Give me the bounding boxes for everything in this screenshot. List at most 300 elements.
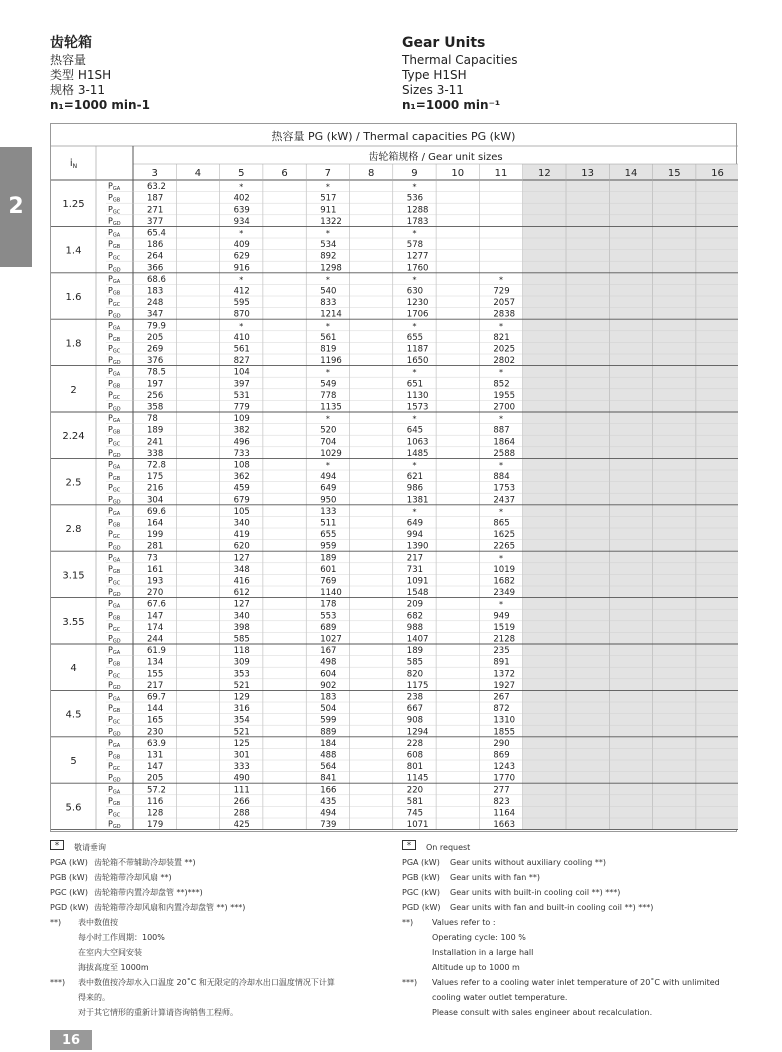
capacity-value: 362 — [233, 472, 250, 483]
on-request-mark: * — [499, 600, 504, 610]
capacity-value: 347 — [147, 309, 164, 320]
capacity-value: 1372 — [493, 669, 516, 680]
capacity-value: 382 — [233, 425, 250, 436]
capacity-value: 1753 — [493, 483, 516, 494]
capacity-value: 174 — [147, 622, 164, 633]
table-subtitle: 齿轮箱规格 / Gear unit sizes — [368, 152, 503, 163]
capacity-value: 256 — [147, 390, 164, 401]
fn-m2-cn: **) — [50, 918, 62, 927]
on-request-mark: * — [239, 275, 244, 285]
capacity-value: 536 — [406, 193, 424, 204]
fn-pga-label-en: PGA (kW) — [402, 858, 440, 867]
power-label-PGA: PGA — [108, 413, 121, 425]
capacity-value: 67.6 — [147, 599, 166, 610]
power-label-PGA: PGA — [108, 552, 121, 564]
ratio-1.6: 1.6 — [65, 292, 82, 303]
capacity-value: 994 — [406, 530, 424, 541]
size-header-4: 4 — [194, 168, 202, 179]
power-label-PGA: PGA — [108, 738, 121, 749]
ratio-1.8: 1.8 — [65, 338, 82, 350]
capacity-value: 248 — [147, 298, 164, 309]
power-label-PGB: PGB — [108, 703, 121, 715]
on-request-mark: * — [412, 321, 417, 331]
capacity-value: 354 — [233, 715, 250, 726]
capacity-value: 595 — [233, 298, 250, 309]
capacity-value: 620 — [233, 541, 250, 552]
capacity-value: 179 — [147, 820, 164, 831]
capacity-value: 1864 — [493, 437, 516, 448]
fn-pgd-label-cn: PGD (kW) — [50, 903, 89, 912]
power-label-PGA: PGA — [108, 599, 121, 610]
on-request-mark: * — [325, 414, 330, 424]
power-label-PGB: PGB — [108, 239, 121, 251]
capacity-value: 197 — [147, 379, 164, 390]
capacity-value: 348 — [233, 564, 250, 575]
power-label-PGA: PGA — [108, 228, 121, 239]
capacity-value: 869 — [493, 750, 510, 761]
capacity-table-grid — [51, 124, 738, 833]
capacity-value: 131 — [147, 750, 164, 761]
capacity-value: 682 — [406, 611, 424, 622]
capacity-value: 988 — [406, 622, 424, 633]
capacity-value: 934 — [233, 216, 250, 227]
capacity-value: 608 — [406, 750, 424, 761]
capacity-value: 1706 — [406, 309, 429, 320]
capacity-value: 183 — [320, 692, 337, 703]
capacity-value: 68.6 — [147, 274, 166, 285]
ratio-4: 4 — [70, 663, 77, 675]
power-label-PGC: PGC — [108, 668, 121, 680]
capacity-value: 128 — [147, 808, 164, 819]
capacity-value: 520 — [320, 425, 337, 436]
power-label-PGB: PGB — [108, 471, 121, 483]
capacity-value: 1682 — [493, 576, 516, 587]
capacity-value: 496 — [233, 437, 250, 448]
power-label-PGD: PGD — [108, 216, 121, 227]
capacity-value: 908 — [406, 715, 424, 726]
header-english — [402, 34, 518, 113]
on-request-mark: * — [239, 182, 244, 192]
capacity-value: 488 — [320, 750, 337, 761]
capacity-value: 118 — [233, 646, 250, 657]
capacity-value: 1164 — [493, 808, 516, 819]
on-request-mark: * — [499, 321, 504, 331]
capacity-value: 105 — [233, 506, 250, 517]
sizes-en: Sizes 3-11 — [402, 83, 464, 97]
capacity-value: 986 — [406, 483, 424, 494]
fn-pgd-text-en: Gear units with fan and built-in cooling coil **) ***) — [450, 903, 654, 912]
capacity-value: 338 — [147, 448, 164, 459]
power-label-PGC: PGC — [108, 251, 121, 262]
capacity-value: 281 — [147, 541, 164, 552]
capacity-value: 585 — [233, 634, 250, 645]
fn-pga-text-en: Gear units without auxiliary cooling **) — [450, 858, 606, 867]
size-header-12: 12 — [537, 168, 551, 179]
capacity-value: 649 — [406, 518, 424, 529]
capacity-value: 1770 — [493, 773, 516, 784]
capacity-value: 271 — [147, 205, 164, 216]
fn-m3-cn: ***) — [50, 978, 66, 987]
power-label-PGD: PGD — [108, 634, 121, 645]
power-label-PGD: PGD — [108, 448, 121, 459]
size-header-11: 11 — [494, 168, 508, 179]
capacity-value: 216 — [147, 483, 164, 494]
capacity-value: 731 — [406, 564, 424, 575]
power-label-PGD: PGD — [108, 587, 121, 599]
capacity-value: 57.2 — [147, 785, 166, 796]
capacity-value: 601 — [320, 564, 337, 575]
capacity-value: 1783 — [406, 216, 429, 227]
fn-m3-l2-en: cooling water outlet temperature. — [432, 993, 568, 1002]
capacity-value: 872 — [493, 704, 510, 715]
capacity-value: 1760 — [406, 263, 429, 274]
capacity-value: 1927 — [493, 680, 516, 691]
capacity-value: 667 — [406, 704, 424, 715]
fn-m3-l1-en: Values refer to a cooling water inlet temperature of 20˚C with unlimited — [432, 978, 720, 987]
capacity-value: 73 — [147, 553, 158, 564]
capacity-value: 2838 — [493, 309, 516, 320]
power-label-PGB: PGB — [108, 518, 121, 529]
fn-star-en: On request — [426, 843, 471, 852]
capacity-value: 1381 — [406, 495, 429, 506]
capacity-value: 2437 — [493, 495, 516, 506]
capacity-value: 127 — [233, 599, 250, 610]
fn-m2-l4-en: Altitude up to 1000 m — [432, 963, 520, 972]
fn-m2-l2-cn: 每小时工作周期：100% — [78, 933, 165, 942]
capacity-value: 621 — [406, 472, 424, 483]
capacity-value: 1277 — [406, 251, 429, 262]
power-label-PGC: PGC — [108, 344, 121, 355]
capacity-value: 1019 — [493, 564, 516, 575]
ratio-1.25: 1.25 — [62, 199, 85, 211]
capacity-value: 79.9 — [147, 321, 166, 332]
capacity-value: 65.4 — [147, 228, 166, 239]
capacity-value: 2128 — [493, 634, 516, 645]
capacity-value: 1214 — [320, 309, 342, 320]
fn-pgb-text-en: Gear units with fan **) — [450, 873, 541, 882]
capacity-value: 235 — [493, 646, 510, 657]
size-header-7: 7 — [324, 168, 332, 179]
speed-en: n₁=1000 min⁻¹ — [402, 98, 501, 112]
type-cn: 类型 H1SH — [50, 68, 112, 82]
power-label-PGB: PGB — [108, 193, 121, 204]
capacity-value: 186 — [147, 240, 164, 251]
capacity-value: 69.7 — [147, 692, 166, 703]
capacity-value: 2588 — [493, 448, 516, 459]
ratio-5.6: 5.6 — [65, 802, 82, 814]
capacity-value: 820 — [406, 669, 424, 680]
capacity-table — [50, 123, 737, 832]
capacity-value: 1650 — [406, 356, 429, 367]
capacity-value: 178 — [320, 599, 337, 610]
capacity-value: 116 — [147, 796, 164, 807]
capacity-value: 269 — [147, 344, 164, 355]
on-request-mark: * — [325, 182, 330, 192]
ratio-4.5: 4.5 — [65, 709, 82, 721]
power-label-PGC: PGC — [108, 297, 121, 309]
capacity-value: 167 — [320, 646, 337, 657]
capacity-value: 1407 — [406, 634, 429, 645]
subtitle-en: Thermal Capacities — [402, 53, 518, 67]
power-label-PGA: PGA — [108, 181, 121, 193]
capacity-value: 333 — [233, 762, 250, 773]
capacity-value: 220 — [406, 785, 424, 796]
power-label-PGD: PGD — [108, 541, 121, 552]
capacity-value: 398 — [233, 622, 250, 633]
capacity-value: 651 — [406, 379, 424, 390]
fn-pga-label-cn: PGA (kW) — [50, 858, 88, 867]
capacity-value: 2265 — [493, 541, 516, 552]
size-header-3: 3 — [151, 168, 158, 179]
capacity-value: 1855 — [493, 727, 516, 738]
capacity-value: 1130 — [406, 390, 429, 401]
capacity-value: 779 — [233, 402, 250, 413]
fn-pgc-label-en: PGC (kW) — [402, 888, 440, 897]
capacity-value: 704 — [320, 437, 337, 448]
capacity-value: 1485 — [406, 448, 429, 459]
on-request-mark: * — [412, 275, 417, 285]
capacity-value: 133 — [320, 506, 337, 517]
capacity-value: 1029 — [320, 448, 342, 459]
capacity-value: 950 — [320, 495, 337, 506]
capacity-value: 264 — [147, 251, 164, 262]
capacity-value: 494 — [320, 808, 337, 819]
fn-pgb-label-en: PGB (kW) — [402, 873, 440, 882]
capacity-value: 564 — [320, 762, 337, 773]
size-header-10: 10 — [451, 168, 465, 179]
fn-m2-l1-cn: 表中数值按 — [78, 918, 118, 927]
fn-m2-l3-en: Installation in a large hall — [432, 948, 534, 957]
capacity-value: 1243 — [493, 762, 516, 773]
on-request-mark: * — [499, 553, 504, 563]
page-number: 16 — [50, 1030, 92, 1050]
size-header-14: 14 — [624, 168, 638, 179]
capacity-value: 819 — [320, 344, 337, 355]
power-label-PGA: PGA — [108, 784, 121, 796]
capacity-value: 679 — [233, 495, 250, 506]
capacity-value: 517 — [320, 193, 337, 204]
capacity-value: 1573 — [406, 402, 429, 413]
capacity-value: 147 — [147, 611, 164, 622]
ratio-1.4: 1.4 — [65, 245, 82, 257]
power-label-PGD: PGD — [108, 819, 121, 831]
power-label-PGD: PGD — [108, 494, 121, 506]
size-header-13: 13 — [581, 168, 595, 179]
power-label-PGA: PGA — [108, 367, 121, 378]
capacity-value: 266 — [233, 796, 250, 807]
type-en: Type H1SH — [402, 68, 467, 82]
capacity-value: 581 — [406, 796, 424, 807]
capacity-value: 891 — [493, 657, 510, 668]
capacity-value: 165 — [147, 715, 164, 726]
on-request-mark: * — [412, 368, 417, 378]
power-label-PGD: PGD — [108, 773, 121, 784]
capacity-value: 1310 — [493, 715, 516, 726]
power-label-PGD: PGD — [108, 680, 121, 691]
capacity-value: 409 — [233, 240, 250, 251]
capacity-value: 494 — [320, 472, 337, 483]
capacity-value: 193 — [147, 576, 164, 587]
capacity-value: 267 — [493, 692, 510, 703]
capacity-value: 612 — [233, 588, 250, 599]
capacity-value: 111 — [233, 785, 250, 796]
capacity-value: 209 — [406, 599, 424, 610]
capacity-value: 366 — [147, 263, 164, 274]
capacity-value: 397 — [233, 379, 250, 390]
capacity-value: 1288 — [406, 205, 429, 216]
power-label-PGC: PGC — [108, 483, 121, 494]
power-label-PGA: PGA — [108, 274, 121, 285]
capacity-value: 1519 — [493, 622, 516, 633]
capacity-value: 187 — [147, 193, 164, 204]
capacity-value: 290 — [493, 738, 510, 749]
size-header-15: 15 — [667, 168, 681, 179]
power-label-PGB: PGB — [108, 610, 121, 622]
capacity-value: 419 — [233, 530, 250, 541]
capacity-value: 490 — [233, 773, 250, 784]
size-header-6: 6 — [281, 168, 288, 179]
capacity-value: 629 — [233, 251, 250, 262]
capacity-value: 2057 — [493, 298, 516, 309]
capacity-value: 769 — [320, 576, 337, 587]
capacity-value: 504 — [320, 704, 337, 715]
capacity-value: 1145 — [406, 773, 429, 784]
capacity-value: 585 — [406, 657, 424, 668]
power-label-PGD: PGD — [108, 262, 121, 274]
capacity-value: 865 — [493, 518, 510, 529]
capacity-value: 1091 — [406, 576, 429, 587]
capacity-value: 889 — [320, 727, 337, 738]
capacity-value: 189 — [320, 553, 337, 564]
capacity-value: 416 — [233, 576, 250, 587]
on-request-mark: * — [412, 229, 417, 238]
size-header-16: 16 — [711, 168, 724, 179]
capacity-value: 655 — [320, 530, 337, 541]
capacity-value: 205 — [147, 773, 164, 784]
capacity-value: 435 — [320, 796, 337, 807]
capacity-value: 823 — [493, 796, 510, 807]
capacity-value: 892 — [320, 251, 337, 262]
speed-cn: n₁=1000 min-1 — [50, 98, 150, 112]
capacity-value: 884 — [493, 472, 510, 483]
power-label-PGC: PGC — [108, 204, 121, 216]
on-request-mark: * — [412, 507, 417, 517]
power-label-PGD: PGD — [108, 402, 121, 413]
power-label-PGC: PGC — [108, 390, 121, 401]
ratio-3.55: 3.55 — [62, 616, 85, 628]
capacity-value: 412 — [233, 286, 250, 297]
capacity-value: 1071 — [406, 820, 429, 831]
capacity-value: 1663 — [493, 820, 516, 831]
capacity-value: 2349 — [493, 588, 516, 599]
capacity-value: 578 — [406, 240, 424, 251]
capacity-value: 2802 — [493, 356, 516, 367]
power-label-PGB: PGB — [108, 332, 121, 343]
capacity-value: 655 — [406, 332, 424, 343]
table-title: 热容量 PG (kW) / Thermal capacities PG (kW) — [271, 130, 516, 143]
power-label-PGD: PGD — [108, 309, 121, 320]
capacity-value: 1135 — [320, 402, 342, 413]
capacity-value: 1955 — [493, 390, 516, 401]
capacity-value: 1294 — [406, 727, 429, 738]
capacity-value: 301 — [233, 750, 250, 761]
capacity-value: 304 — [147, 495, 164, 506]
fn-m3-l3-cn: 对于其它情形的重新计算请咨询销售工程师。 — [78, 1008, 238, 1017]
capacity-value: 358 — [147, 402, 164, 413]
capacity-value: 129 — [233, 692, 250, 703]
capacity-value: 852 — [493, 379, 510, 390]
fn-pgc-label-cn: PGC (kW) — [50, 888, 88, 897]
capacity-value: 521 — [233, 727, 250, 738]
capacity-value: 316 — [233, 704, 250, 715]
power-label-PGC: PGC — [108, 715, 121, 726]
capacity-value: 827 — [233, 356, 250, 367]
capacity-value: 645 — [406, 425, 424, 436]
capacity-value: 553 — [320, 611, 337, 622]
capacity-value: 425 — [233, 820, 250, 831]
capacity-value: 1140 — [320, 588, 342, 599]
capacity-value: 241 — [147, 437, 164, 448]
capacity-value: 184 — [320, 738, 337, 749]
power-label-PGB: PGB — [108, 378, 121, 390]
capacity-value: 1390 — [406, 541, 429, 552]
power-label-PGC: PGC — [108, 576, 121, 587]
power-label-PGA: PGA — [108, 320, 121, 332]
sizes-cn: 规格 3-11 — [50, 83, 106, 97]
capacity-value: 649 — [320, 483, 337, 494]
capacity-value: 277 — [493, 785, 510, 796]
power-label-PGB: PGB — [108, 657, 121, 668]
capacity-value: 63.9 — [147, 738, 166, 749]
capacity-value: 521 — [233, 680, 250, 691]
capacity-value: 353 — [233, 669, 250, 680]
fn-m2-l2-en: Operating cycle: 100 % — [432, 933, 526, 942]
capacity-value: 916 — [233, 263, 250, 274]
capacity-value: 61.9 — [147, 646, 166, 657]
power-label-PGD: PGD — [108, 355, 121, 367]
on-request-mark: * — [499, 368, 504, 378]
power-label-PGB: PGB — [108, 286, 121, 297]
power-label-PGB: PGB — [108, 425, 121, 436]
capacity-value: 108 — [233, 460, 250, 471]
capacity-value: 531 — [233, 390, 250, 401]
on-request-mark: * — [325, 461, 330, 470]
capacity-value: 561 — [320, 332, 337, 343]
on-request-mark: * — [499, 414, 504, 424]
capacity-value: 739 — [320, 820, 337, 831]
power-label-PGA: PGA — [108, 506, 121, 517]
capacity-value: 340 — [233, 611, 250, 622]
ratio-2.24: 2.24 — [62, 431, 85, 443]
capacity-value: 147 — [147, 762, 164, 773]
capacity-value: 199 — [147, 530, 164, 541]
capacity-value: 540 — [320, 286, 337, 297]
capacity-value: 340 — [233, 518, 250, 529]
capacity-value: 2025 — [493, 344, 516, 355]
capacity-value: 887 — [493, 425, 510, 436]
capacity-value: 1298 — [320, 263, 342, 274]
capacity-value: 733 — [233, 448, 250, 459]
capacity-value: 833 — [320, 298, 337, 309]
capacity-value: 376 — [147, 356, 164, 367]
size-header-5: 5 — [238, 168, 245, 179]
fn-pgc-text-cn: 齿轮箱带内置冷却盘管 **)***) — [94, 888, 203, 897]
title-en: Gear Units — [402, 35, 486, 51]
power-label-PGC: PGC — [108, 436, 121, 448]
fn-m3-en: ***) — [402, 978, 418, 987]
footnotes-cn — [50, 840, 390, 1020]
capacity-value: 78 — [147, 414, 158, 425]
